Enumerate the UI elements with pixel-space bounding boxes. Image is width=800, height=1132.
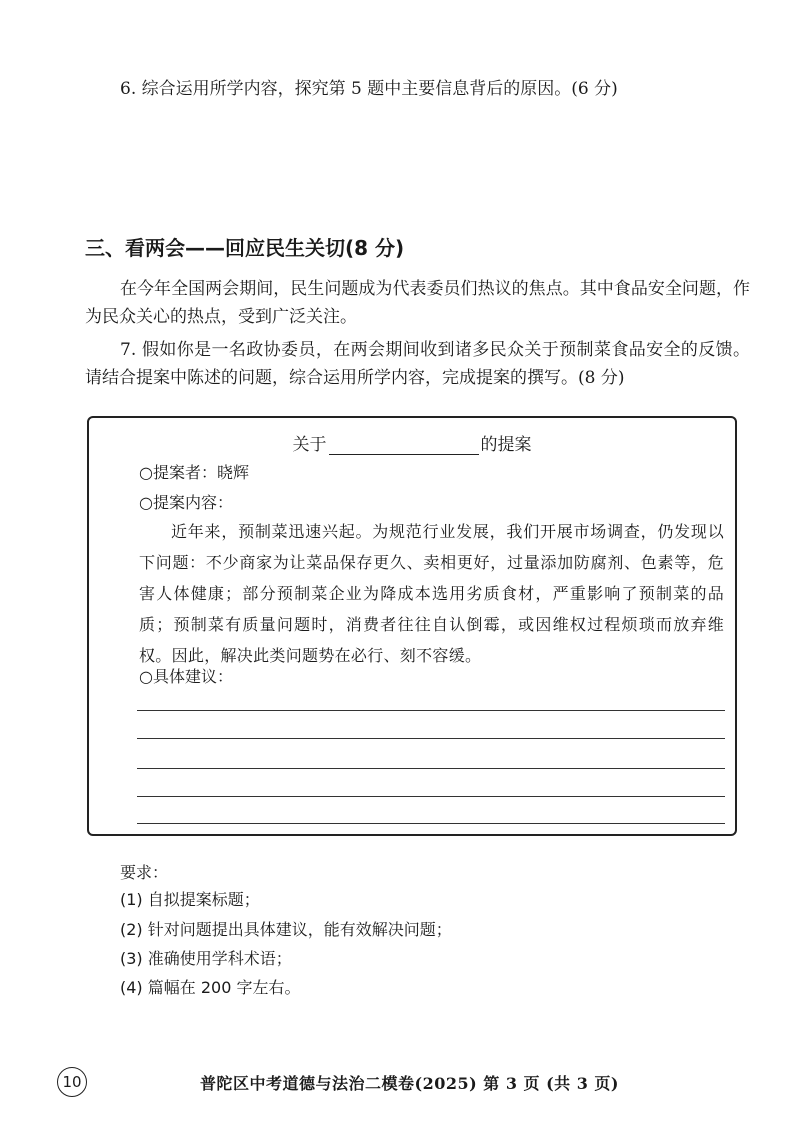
proposal-title-prefix: 关于 bbox=[292, 435, 327, 455]
proposer-line: ○提案者：晓辉 bbox=[139, 463, 249, 482]
requirements-title: 要求： bbox=[120, 863, 169, 882]
section-heading: 三、看两会——回应民生关切(8 分) bbox=[85, 236, 405, 260]
proposal-title bbox=[89, 430, 735, 455]
proposal-title-blank[interactable] bbox=[329, 436, 479, 455]
proposal-content: 近年来，预制菜迅速兴起。为规范行业发展，我们开展市场调查，仍发现以下问题：不少商家为让菜品保存更久、卖相更好，过量添加防腐剂、色素等，危害人体健康；部分预制菜企业为降成本选用劣质食材，严重影响了预制菜的品质；预制菜有质量问题时，消费者往往自认倒霉，或因维权过程烦琐而放弃维权。因此，解决此类问题势在必行、刻不容缓。 bbox=[139, 522, 724, 665]
proposal-title-suffix: 的提案 bbox=[480, 435, 532, 455]
page-footer: 普陀区中考道德与法治二模卷(2025) 第 3 页 (共 3 页) bbox=[200, 1074, 620, 1093]
page-number-badge: 10 bbox=[57, 1067, 87, 1097]
requirement-item: (3) 准确使用学科术语； bbox=[120, 949, 292, 968]
question-7: 7. 假如你是一名政协委员，在两会期间收到诸多民众关于预制菜食品安全的反馈。请结合提案中陈述的问题，综合运用所学内容，完成提案的撰写。(8 分) bbox=[85, 340, 750, 388]
answer-line[interactable] bbox=[137, 710, 725, 711]
suggestion-label: ○具体建议： bbox=[139, 667, 233, 686]
requirement-item: (4) 篇幅在 200 字左右。 bbox=[120, 978, 301, 997]
section-intro: 在今年全国两会期间，民生问题成为代表委员们热议的焦点。其中食品安全问题，作为民众关心的热点，受到广泛关注。 bbox=[85, 279, 750, 327]
answer-line[interactable] bbox=[137, 768, 725, 769]
content-label: ○提案内容： bbox=[139, 493, 233, 512]
requirement-item: (1) 自拟提案标题； bbox=[120, 890, 260, 909]
question-6: 6. 综合运用所学内容，探究第 5 题中主要信息背后的原因。(6 分) bbox=[120, 79, 618, 99]
answer-line[interactable] bbox=[137, 823, 725, 824]
requirement-item: (2) 针对问题提出具体建议，能有效解决问题； bbox=[120, 920, 452, 939]
proposal-box bbox=[87, 416, 737, 836]
answer-line[interactable] bbox=[137, 738, 725, 739]
answer-line[interactable] bbox=[137, 796, 725, 797]
